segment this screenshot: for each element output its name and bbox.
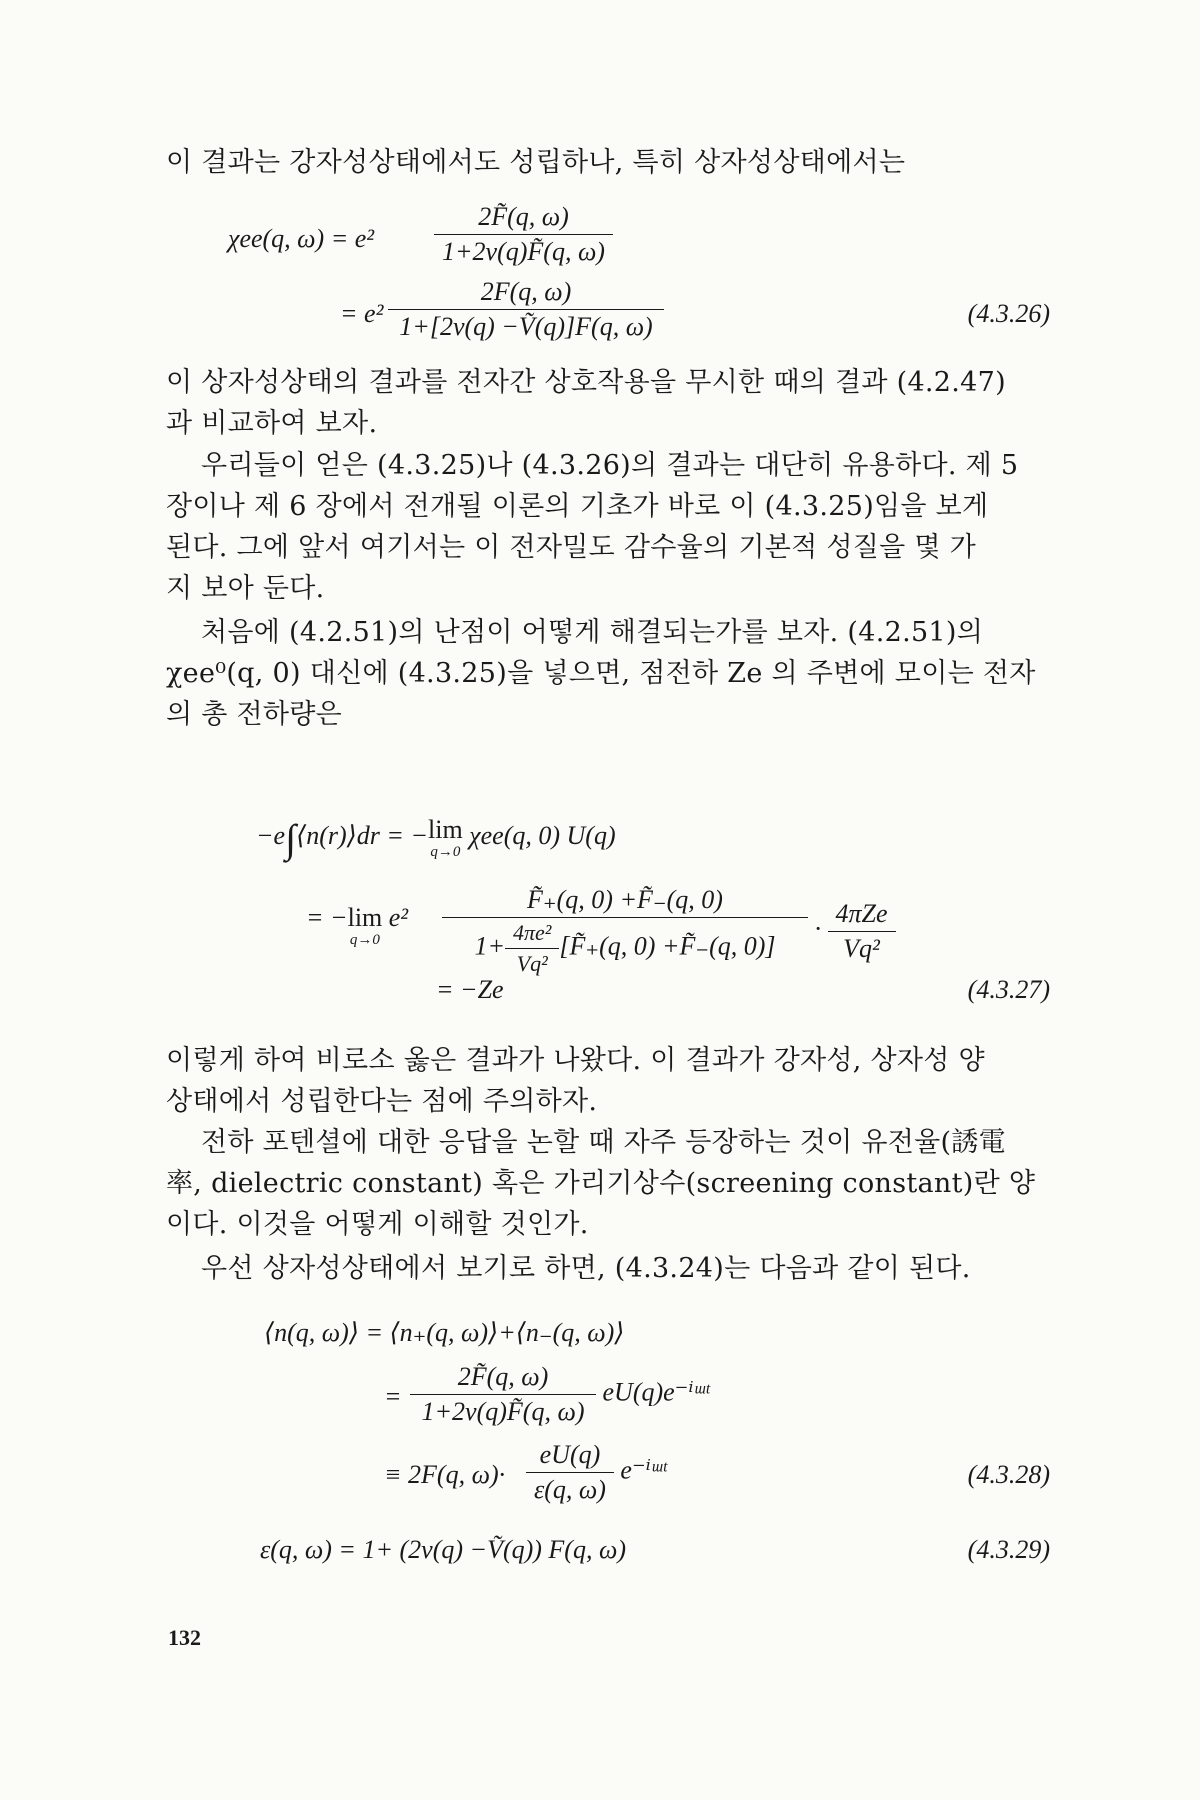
- equation-number: (4.3.28): [967, 1460, 1050, 1489]
- equation-4-3-28-line3: [166, 1440, 1050, 1510]
- equation-4-3-26-line2: [166, 277, 1050, 345]
- numerator: 2F̃(q, ω): [410, 1362, 596, 1395]
- text-line: 率, dielectric constant) 혹은 가리기상수(screening constant)란 양: [166, 1168, 1036, 1199]
- equation-4-3-27-line3: [166, 975, 1050, 1035]
- text-line: χee⁰(q, 0) 대신에 (4.3.25)을 넣으면, 점전하 Ze 의 주변에 모이는 전자: [166, 658, 1036, 689]
- eq-prefix: =: [384, 1382, 402, 1411]
- text-line: 의 총 전하량은: [166, 699, 343, 730]
- equation-4-3-28-line2: [166, 1362, 1050, 1432]
- inner-numerator: 4πe²: [505, 920, 559, 949]
- text-line: 된다. 그에 앞서 여기서는 이 전자밀도 감수율의 기본적 성질을 몇 가: [166, 532, 977, 563]
- numerator: 2F̃(q, ω): [434, 202, 613, 235]
- equation-4-3-27-line2: [166, 885, 1050, 976]
- paragraph-result: [166, 1040, 1050, 1122]
- page-number: 132: [168, 1625, 201, 1650]
- denominator: ε(q, ω): [534, 1475, 606, 1504]
- equation-4-3-29: [166, 1535, 1050, 1595]
- lim-word: lim: [347, 903, 383, 932]
- equation-4-3-27-line1: [166, 815, 1050, 875]
- denominator: Vq²: [843, 933, 880, 963]
- eq-tail: eU(q)e⁻ⁱᵚᵗ: [602, 1377, 710, 1407]
- eq-body: ε(q, ω) = 1+ (2v(q) −Ṽ(q)) F(q, ω): [260, 1535, 626, 1564]
- eq-lhs: χee(q, ω) = e²: [228, 224, 375, 253]
- paragraph-compare: [166, 362, 1050, 444]
- numerator: 2F(q, ω): [388, 277, 664, 310]
- equation-number: (4.3.26): [967, 299, 1050, 328]
- lim-word: lim: [428, 815, 463, 844]
- numerator: F̃₊(q, 0) +F̃₋(q, 0): [442, 885, 808, 918]
- eq-prefix: ≡ 2F(q, ω)·: [384, 1460, 506, 1489]
- fraction: [526, 1440, 614, 1505]
- numerator: 4πZe: [828, 899, 896, 932]
- text-line: 과 비교하여 보자.: [166, 408, 378, 439]
- fraction: [410, 1362, 596, 1427]
- text-line: 상태에서 성립한다는 점에 주의하자.: [166, 1086, 598, 1117]
- text-line: 우선 상자성상태에서 보기로 하면, (4.3.24)는 다음과 같이 된다.: [201, 1253, 971, 1284]
- paragraph-usefulness: [166, 445, 1050, 609]
- denominator: 1+2v(q)F̃(q, ω): [442, 237, 605, 266]
- paragraph-dielectric: [166, 1122, 1050, 1245]
- eq-e-squared: e²: [388, 903, 409, 932]
- fraction: [434, 202, 613, 267]
- text-line: 전하 포텐셜에 대한 응답을 논할 때 자주 등장하는 것이 유전율(誘電: [201, 1127, 1006, 1158]
- lim-subscript: q→0: [430, 844, 461, 860]
- paragraph-intro: [166, 142, 1050, 183]
- denominator: 1+[2v(q) −Ṽ(q)]F(q, ω): [399, 312, 653, 341]
- equation-number: (4.3.29): [967, 1535, 1050, 1564]
- den-bracket: [F̃₊(q, 0) +F̃₋(q, 0)]: [559, 931, 776, 961]
- eq-tail: e⁻ⁱᵚᵗ: [620, 1455, 667, 1485]
- equation-number: (4.3.27): [967, 975, 1050, 1004]
- text-line: 이렇게 하여 비로소 옳은 결과가 나왔다. 이 결과가 강자성, 상자성 양: [166, 1045, 985, 1076]
- inner-fraction: [505, 920, 559, 977]
- denominator: [442, 918, 808, 977]
- integral-sign: ∫: [285, 816, 297, 861]
- text-line: 이 상자성상태의 결과를 전자간 상호작용을 무시한 때의 결과 (4.2.47): [166, 367, 1006, 398]
- eq-prefix: = e²: [340, 299, 384, 328]
- text-line: 우리들이 얻은 (4.3.25)나 (4.3.26)의 결과는 대단히 유용하다. 제 5: [201, 450, 1019, 481]
- text-line: 이 결과는 강자성상태에서도 성립하나, 특히 상자성상태에서는: [166, 147, 906, 178]
- fraction: [442, 885, 808, 977]
- text-line: 이다. 이것을 어떻게 이해할 것인가.: [166, 1209, 589, 1240]
- paragraph-paramagnetic: [166, 1248, 1050, 1289]
- fraction: [388, 277, 664, 342]
- lim-subscript: q→0: [349, 932, 380, 948]
- eq-lhs: ⟨n(q, ω)⟩ = ⟨n₊(q, ω)⟩+⟨n₋(q, ω)⟩: [264, 1318, 625, 1347]
- multiply-dot: ·: [814, 913, 821, 943]
- text-line: 장이나 제 6 장에서 전개될 이론의 기초가 바로 이 (4.3.25)임을 보게: [166, 491, 989, 522]
- den-one-plus: 1+: [474, 931, 506, 961]
- text-line: 지 보아 둔다.: [166, 573, 325, 604]
- fraction-2: [828, 899, 896, 964]
- eq-rhs: χee(q, 0) U(q): [469, 821, 616, 850]
- eq-lhs-density: ⟨n(r)⟩dr = −: [296, 821, 428, 850]
- eq-prefix: = −: [306, 903, 348, 932]
- text-line: 처음에 (4.2.51)의 난점이 어떻게 해결되는가를 보자. (4.2.51)의: [201, 617, 984, 648]
- eq-lhs-charge: −e: [256, 821, 286, 850]
- equation-4-3-26-line1: [166, 202, 1050, 270]
- inner-denominator: Vq²: [516, 951, 548, 976]
- limit: [348, 903, 383, 947]
- paragraph-difficulty: [166, 612, 1050, 735]
- denominator: 1+2v(q)F̃(q, ω): [421, 1397, 585, 1426]
- eq-result: = −Ze: [436, 975, 504, 1004]
- numerator: eU(q): [526, 1440, 614, 1473]
- limit: [428, 815, 463, 859]
